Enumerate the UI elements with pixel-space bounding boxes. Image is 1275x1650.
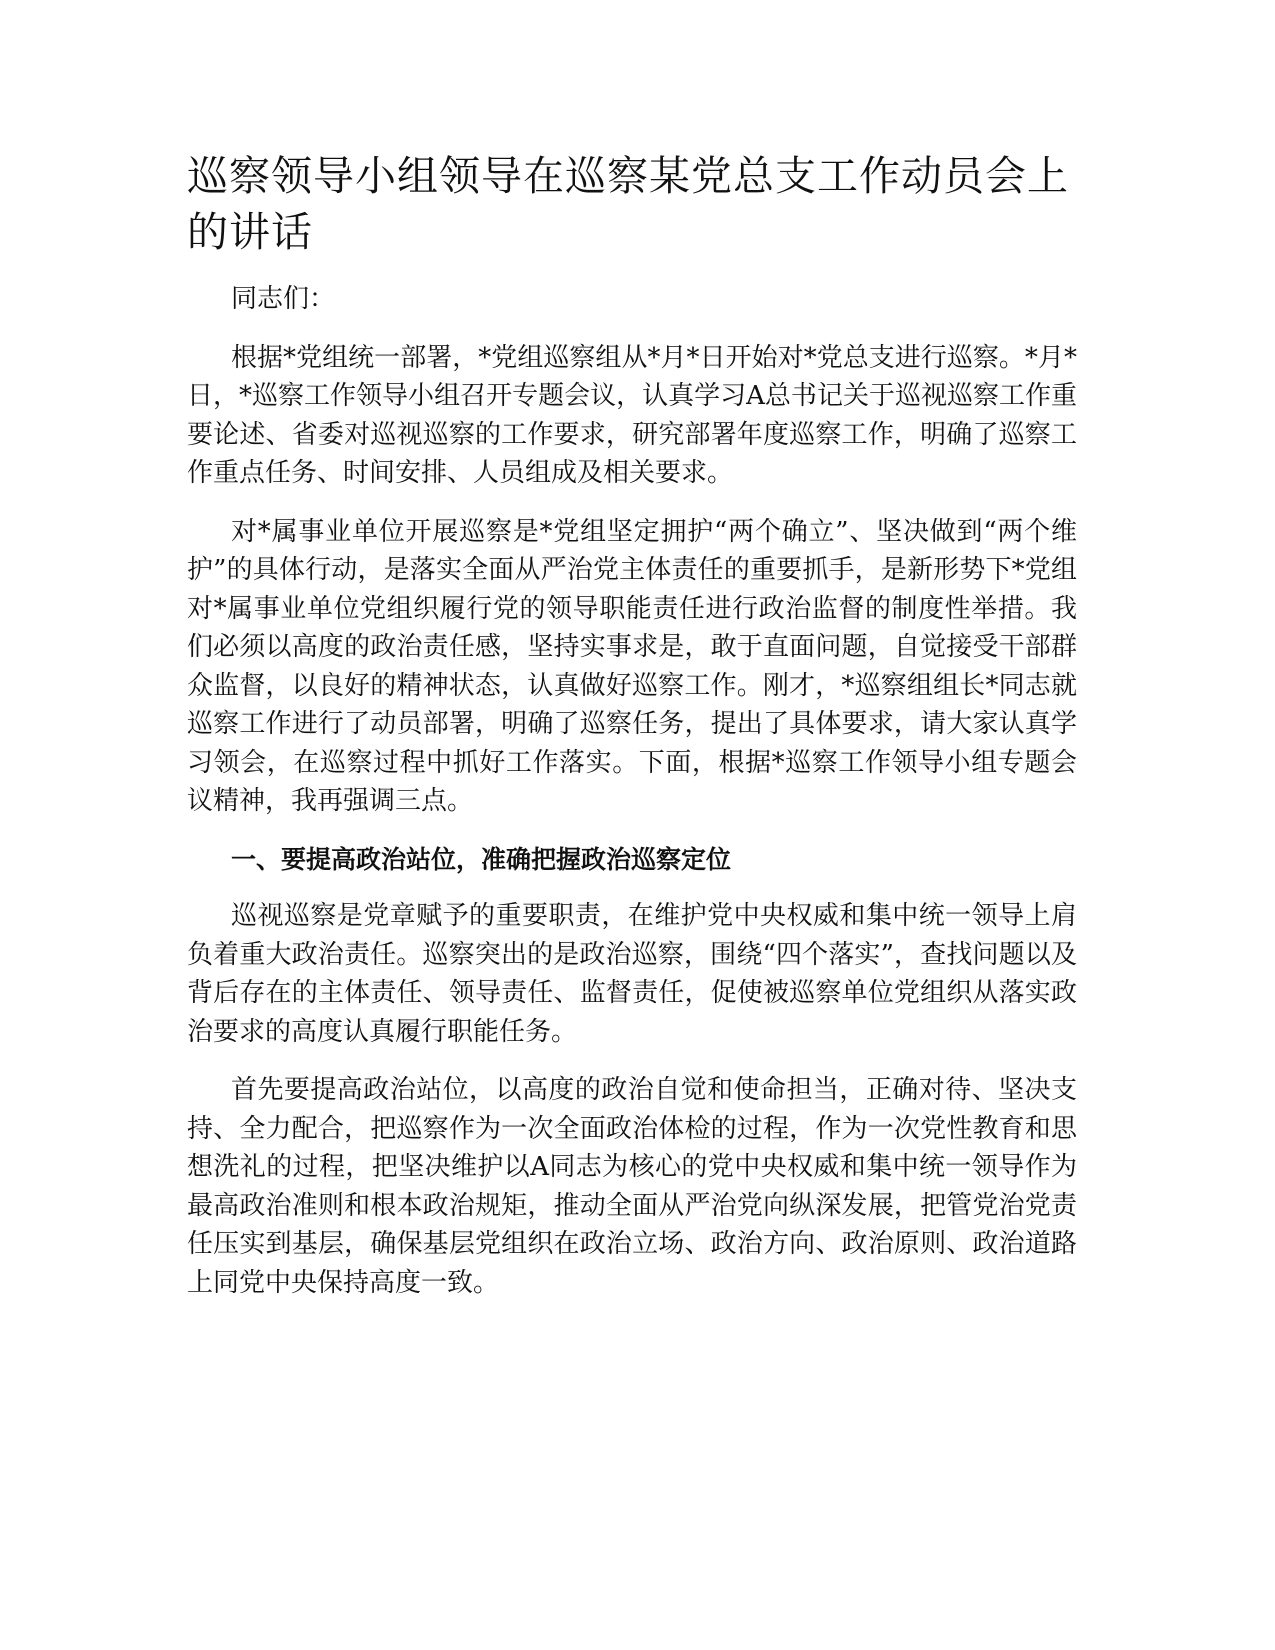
paragraph-3: 巡视巡察是党章赋予的重要职责，在维护党中央权威和集中统一领导上肩负着重大政治责任。巡察突出的是政治巡察，围绕“四个落实”，查找问题以及背后存在的主体责任、领导责任、监督责任，促使被巡察单位党组织从落实政治要求的高度认真履行职能任务。 xyxy=(187,901,1077,1047)
paragraph-4: 首先要提高政治站位，以高度的政治自觉和使命担当，正确对待、坚决支持、全力配合，把巡察作为一次全面政治体检的过程，作为一次党性教育和思想洗礼的过程，把坚决维护以A同志为核心的党中央权威和集中统一领导作为最高政治准则和根本政治规矩，推动全面从严治党向纵深发展，把管党治党责任压实到基层，确保基层党组织在政治立场、政治方向、政治原则、政治道路上同党中央保持高度一致。 xyxy=(187,1075,1077,1298)
document-body xyxy=(187,148,1077,1322)
document-title: 巡察领导小组领导在巡察某党总支工作动员会上的讲话 xyxy=(187,152,1069,256)
paragraph-2: 对*属事业单位开展巡察是*党组坚定拥护“两个确立”、坚决做到“两个维护”的具体行动，是落实全面从严治党主体责任的重要抓手，是新形势下*党组对*属事业单位党组织履行党的领导职能责任进行政治监督的制度性举措。我们必须以高度的政治责任感，坚持实事求是，敢于直面问题，自觉接受干部群众监督，以良好的精神状态，认真做好巡察工作。刚才，*巡察组组长*同志就巡察工作进行了动员部署，明确了巡察任务，提出了具体要求，请大家认真学习领会，在巡察过程中抓好工作落实。下面，根据*巡察工作领导小组专题会议精神，我再强调三点。 xyxy=(187,516,1077,816)
salutation: 同志们： xyxy=(231,284,336,314)
section-heading-1: 一、要提高政治站位，准确把握政治巡察定位 xyxy=(231,844,732,874)
paragraph-1: 根据*党组统一部署，*党组巡察组从*月*日开始对*党总支进行巡察。*月*日，*巡察工作领导小组召开专题会议，认真学习A总书记关于巡视巡察工作重要论述、省委对巡视巡察的工作要求，研究部署年度巡察工作，明确了巡察工作重点任务、时间安排、人员组成及相关要求。 xyxy=(187,342,1077,488)
